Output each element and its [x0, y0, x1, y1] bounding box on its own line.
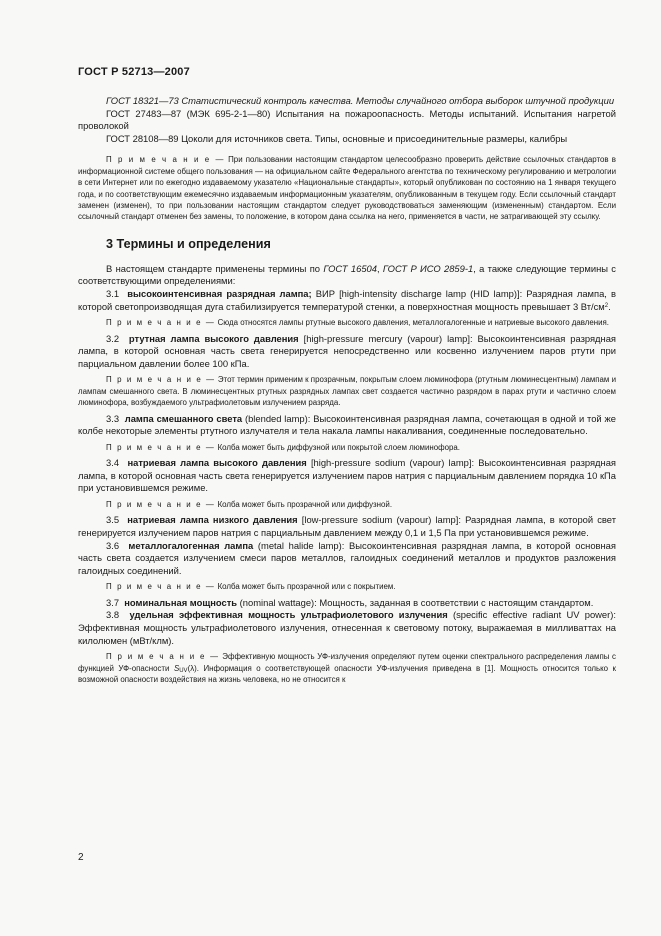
note-referenced-standards	[78, 154, 616, 222]
term-3-2	[78, 333, 616, 371]
term-number: 3.5	[106, 514, 120, 526]
note-text: Колба может быть прозрачной или диффузной.	[217, 499, 393, 509]
intro-text-end: , а также следующие термины с соответствующими определениями:	[78, 262, 616, 287]
term-3-7	[78, 597, 616, 610]
note-label: П р и м е ч а н и е —	[106, 442, 216, 452]
term-definition: ВИР [high-intensity discharge lamp (HID lamp)]: Разрядная лампа, в которой светопроизводящая дуга стабилизируется температурой стенки, а поверхностная мощность превышает 3 Вт/см	[78, 288, 616, 312]
intro-separator: ,	[376, 262, 383, 274]
term-3-4	[78, 457, 616, 495]
term-number: 3.3	[106, 412, 120, 424]
note-text-end: (λ). Информация о соответствующей опасности УФ-излучения приведена в [1]. Мощность относится только к возможной опасности воздействия на жизнь человека, но не относится к	[78, 663, 617, 684]
term-number: 3.2	[106, 332, 120, 344]
term-end: .	[608, 300, 611, 312]
term-definition: [high-pressure sodium (vapour) lamp]: Высокоинтенсивная разрядная лампа, в которой основная часть света генерируется излучением паров натрия с парциальным давлением порядка 10 кПа при установившемся режиме.	[78, 457, 616, 494]
term-number: 3.1	[106, 288, 120, 299]
note-text: Сюда относятся лампы ртутные высокого давления, металлогалогенные и натриевые высокого давления.	[217, 318, 610, 328]
note-text: Колба может быть диффузной или покрытой слоем люминофора.	[217, 442, 460, 452]
page-number: 2	[78, 852, 84, 863]
term-name: лампа смешанного света	[124, 412, 243, 424]
term-name: натриевая лампа высокого давления	[127, 457, 307, 469]
term-3-5	[78, 514, 616, 539]
term-definition: [low-pressure sodium (vapour) lamp]: Разрядная лампа, в которой свет генерируется излучением паров натрия с парциальным давлением между 0,1 и 1,5 Па при установившемся режиме.	[78, 514, 616, 538]
term-3-6	[78, 540, 616, 578]
term-3-1	[78, 288, 616, 313]
term-number: 3.6	[106, 539, 120, 551]
page-content	[78, 95, 616, 689]
symbol: S	[173, 663, 180, 673]
term-definition: (blended lamp): Высокоинтенсивная разрядная лампа, сочетающая в одной и той же колбе некоторые элементы ртутного излучателя и тела накала лампы накаливания, соединенные последовательно.	[78, 412, 616, 437]
intro-text: В настоящем стандарте применены термины по	[106, 262, 324, 274]
note-3-3	[78, 442, 616, 453]
normative-reference-gost-18321: ГОСТ 18321—73 Статистический контроль качества. Методы случайного отбора выборок штучной продукции	[106, 95, 615, 106]
term-definition: (specific effective radiant UV power): Эффективная мощность ультрафиолетового излучения, отнесенная к световому потоку, выражаемая в милливаттах на килолюмен (мВт/клм).	[78, 609, 616, 646]
section-intro	[78, 263, 616, 288]
note-label: П р и м е ч а н и е —	[106, 499, 216, 509]
note-text: Колба может быть прозрачной или с покрытием.	[217, 582, 396, 592]
term-name: натриевая лампа низкого давления	[127, 514, 298, 526]
note-3-6	[78, 581, 616, 592]
document-header: ГОСТ Р 52713—2007	[78, 66, 190, 78]
normative-reference-gost-28108: ГОСТ 28108—89 Цоколи для источников света. Типы, основные и присоединительные размеры, калибры	[106, 132, 568, 144]
term-definition: (metal halide lamp): Высокоинтенсивная разрядная лампа, в которой основная часть света создается излучением смеси паров металлов, галоидных соединений металлов и продуктов разложения галоидных соединений.	[78, 539, 616, 576]
note-text: Эффективную мощность УФ-излучения определяют путем оценки спектрального распределения лампы с функцией УФ-опасности	[78, 652, 616, 673]
term-3-3	[78, 413, 616, 438]
superscript: 2	[604, 302, 609, 309]
term-number: 3.4	[106, 457, 120, 469]
term-name: удельная эффективная мощность ультрафиолетового излучения	[129, 609, 448, 621]
note-text: Этот термин применим к прозрачным, покрытым слоем люминофора (ртутным люминесцентным) лампам и лампам смешанного света. В люминесцентных ртутных разрядных лампах свет создается частично разрядом в парах ртути и частично слоем люминофора, возбуждаемого ультрафиолетовым излучением разряда.	[78, 375, 616, 408]
term-name: номинальная мощность	[124, 596, 238, 608]
note-label: П р и м е ч а н и е —	[106, 652, 220, 662]
term-3-8	[78, 609, 616, 647]
note-label: П р и м е ч а н и е —	[106, 582, 216, 592]
term-definition: [high-pressure mercury (vapour) lamp]: Высокоинтенсивная разрядная лампа, в которой основная часть света генерируется непосредственно или косвенно излучением паров ртути при парциальном давлении более 100 кПа.	[78, 332, 616, 369]
note-label: П р и м е ч а н и е —	[106, 155, 225, 165]
intro-ref-gost-iso-2859: ГОСТ Р ИСО 2859-1	[382, 262, 474, 274]
note-3-8	[78, 651, 616, 685]
note-3-4	[78, 499, 616, 510]
term-name: металлогалогенная лампа	[128, 539, 254, 551]
section-title: 3 Термины и определения	[106, 236, 271, 251]
note-3-1	[78, 317, 616, 328]
term-name: ртутная лампа высокого давления	[128, 332, 299, 344]
subscript: UV	[179, 667, 188, 674]
note-label: П р и м е ч а н и е —	[106, 318, 216, 328]
term-number: 3.7	[106, 596, 120, 608]
term-number: 3.8	[106, 609, 120, 621]
term-definition: (nominal wattage): Мощность, заданная в соответствии с настоящим стандартом.	[237, 596, 594, 608]
intro-ref-gost-16504: ГОСТ 16504	[323, 262, 377, 274]
term-name: высокоинтенсивная разрядная лампа;	[127, 288, 312, 299]
note-label: П р и м е ч а н и е —	[106, 375, 216, 385]
note-3-2	[78, 374, 616, 408]
note-text: При пользовании настоящим стандартом целесообразно проверить действие ссылочных стандартов в информационной системе общего пользования — на официальном сайте Федерального агентства по техническому регулированию и метрологии в сети Интернет или по ежегодно издаваемому указателю «Национальные стандарты», который опубликован по состоянию на 1 января текущего года, и по соответствующим ежемесячно издаваемым информационным указателям, опубликованным в текущем году. Если ссылочный стандарт заменен (изменен), то при пользовании настоящим стандартом следует руководствоваться заменяющим (измененным) стандартом. Если ссылочный стандарт отменен без замены, то положение, в котором дана ссылка на него, применяется в части, не затрагивающей эту ссылку.	[78, 155, 616, 222]
normative-reference-gost-27483: ГОСТ 27483—87 (МЭК 695-2-1—80) Испытания на пожароопасность. Методы испытаний. Испытания нагретой проволокой	[78, 107, 616, 132]
